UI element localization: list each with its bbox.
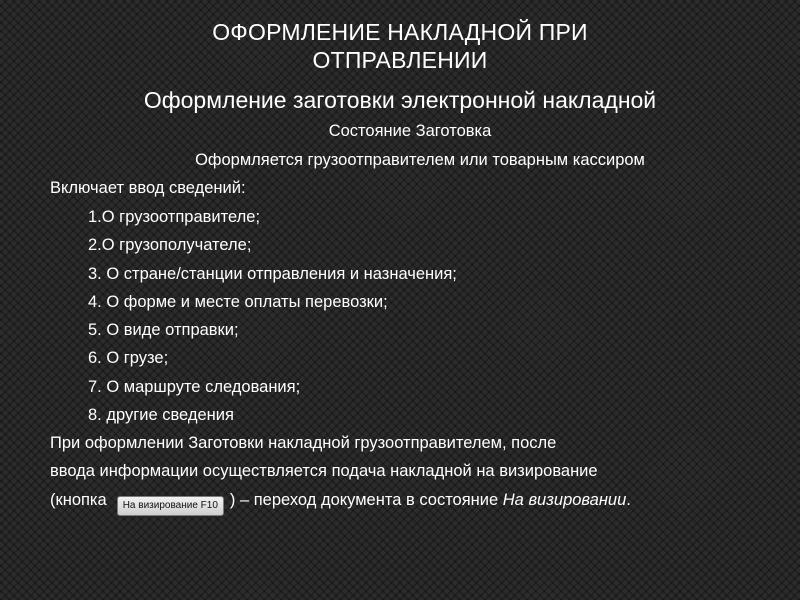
list-item: 6. О грузе; bbox=[88, 349, 169, 367]
paragraph-line-2: ввода информации осуществляется подача накладной на визирование bbox=[50, 462, 598, 480]
send-for-approval-button[interactable]: На визирование F10 bbox=[117, 496, 224, 516]
list-item: 2.О грузополучателе; bbox=[88, 236, 252, 254]
paragraph-line-1: При оформлении Заготовки накладной грузоотправителем, после bbox=[50, 434, 557, 452]
list-item: 7. О маршруте следования; bbox=[88, 378, 301, 396]
list-item: 3. О стране/станции отправления и назначения; bbox=[88, 265, 457, 283]
list-item: 1.О грузоотправителе; bbox=[88, 208, 261, 226]
slide-title bbox=[0, 18, 800, 74]
list-item: 5. О виде отправки; bbox=[88, 321, 239, 339]
list-item: 8. другие сведения bbox=[88, 406, 234, 424]
paragraph-line-3-suffix: ) – переход документа в состояние bbox=[229, 491, 503, 509]
state-name-emphasis: На визировании bbox=[502, 491, 627, 509]
paragraph-line-3-prefix: (кнопка bbox=[50, 491, 107, 509]
paragraph-line-3 bbox=[50, 490, 631, 516]
state-text: Состояние Заготовка bbox=[328, 122, 492, 140]
slide-subtitle: Оформление заготовки электронной накладной bbox=[143, 87, 657, 113]
includes-heading: Включает ввод сведений: bbox=[50, 179, 246, 197]
list-item: 4. О форме и месте оплаты перевозки; bbox=[88, 293, 388, 311]
prepared-by-text: Оформляется грузоотправителем или товарным кассиром bbox=[195, 151, 645, 169]
paragraph-line-3-end: . bbox=[626, 491, 631, 509]
title-line-1: ОФОРМЛЕНИЕ НАКЛАДНОЙ ПРИ bbox=[212, 19, 588, 45]
title-line-2: ОТПРАВЛЕНИИ bbox=[312, 47, 488, 73]
